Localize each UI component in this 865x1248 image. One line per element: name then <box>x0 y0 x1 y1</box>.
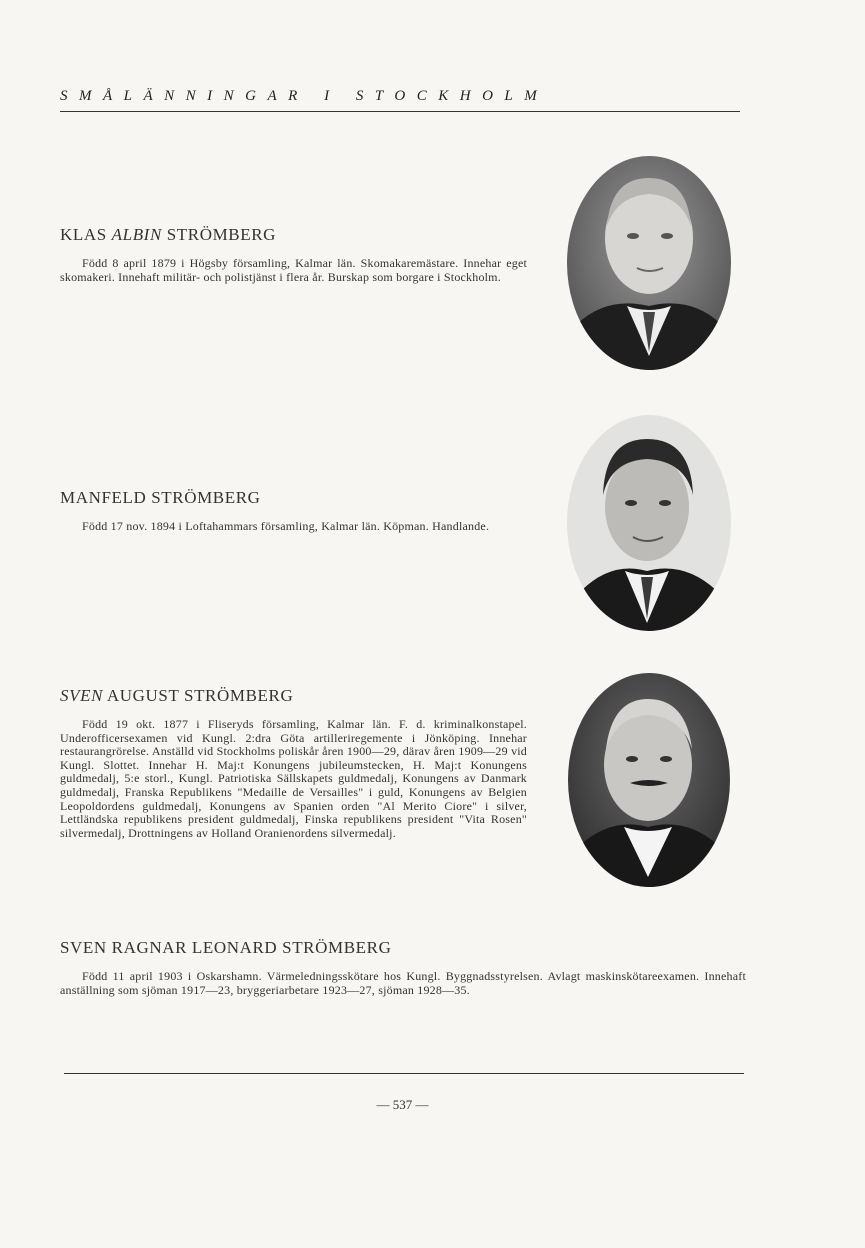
entry-bio: Född 19 okt. 1877 i Fliseryds församling, Kalmar län. F. d. kriminalkonstapel. Underofficersexamen vid Kungl. 2:dra Göta artilleriregemente i Jönköping. Innehar restaurangrörelse. Anställd vid Stockholms poliskår åren 1900—29, därav åren 1909—29 vid Kungl. Slottet. Innehar H. Maj:t Konungens jubileumstecken, H. Maj:t Konungens guldmedalj, 5:e storl., Kungl. Patriotiska Sällskapets guldmedalj, Konungens av Danmark guldmedalj, Franska Republikens "Medaille de Versailles" i guld, Konungens av Belgien Leopoldordens guldmedalj, Konungens av Spanien orden "Al Merito Ciore" i silver, Lettländska republikens president guldmedalj, Finska republikens president "Vita Rosen" silvermedalj, Drottningens av Holland Oranienordens silvermedalj. <box>60 717 527 840</box>
footer-rule <box>64 1073 744 1074</box>
portrait-photo-icon <box>567 156 731 370</box>
entry-name: MANFELD STRÖMBERG <box>60 488 261 507</box>
portrait-photo-icon <box>567 415 731 631</box>
running-head: SMÅLÄNNINGAR I STOCKHOLM <box>60 88 549 104</box>
page-number: — 537 — <box>376 1097 429 1112</box>
entry-name: SVEN RAGNAR LEONARD STRÖMBERG <box>60 938 392 957</box>
header-rule <box>60 111 740 112</box>
entry-sven-august-stromberg <box>60 686 527 840</box>
portrait-photo-icon <box>568 673 730 887</box>
entry-name: SVEN AUGUST STRÖMBERG <box>60 686 294 705</box>
entry-manfeld-stromberg <box>60 488 527 534</box>
entry-klas-albin-stromberg <box>60 225 527 284</box>
entry-name: KLAS ALBIN STRÖMBERG <box>60 225 277 244</box>
entry-bio: Född 11 april 1903 i Oskarshamn. Värmeledningsskötare hos Kungl. Byggnadsstyrelsen. Avlagt maskinskötareexamen. Innehaft anställning som sjöman 1917—23, bryggeriarbetare 1923—27, sjöman 1928—35. <box>60 969 746 997</box>
entry-bio: Född 8 april 1879 i Högsby församling, Kalmar län. Skomakaremästare. Innehar eget skomakeri. Innehaft militär- och polistjänst i flera år. Burskap som borgare i Stockholm. <box>60 256 527 284</box>
entry-sven-ragnar-leonard-stromberg <box>60 938 746 997</box>
entry-bio: Född 17 nov. 1894 i Loftahammars församling, Kalmar län. Köpman. Handlande. <box>82 519 490 533</box>
